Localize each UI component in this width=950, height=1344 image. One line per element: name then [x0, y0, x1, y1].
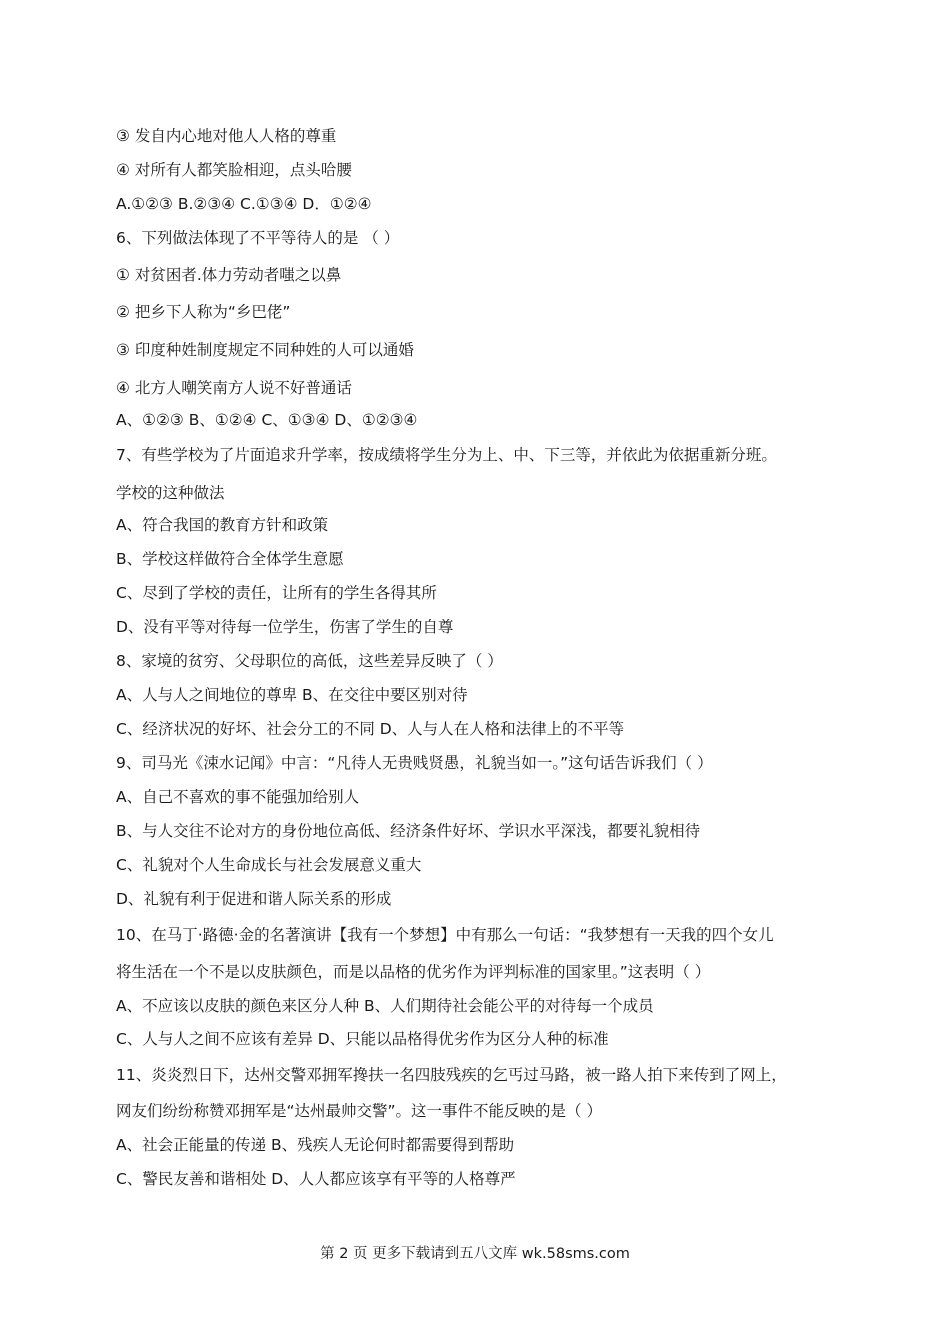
text-line: C、警民友善和谐相处 D、人人都应该享有平等的人格尊严	[116, 1170, 516, 1188]
question-9: 9、司马光《涑水记闻》中言：“凡待人无贵贱贤愚，礼貌当如一。”这句话告诉我们（ ）	[116, 754, 713, 772]
text-line: C、礼貌对个人生命成长与社会发展意义重大	[116, 856, 422, 874]
text-line: ③ 印度种姓制度规定不同种姓的人可以通婚	[116, 341, 414, 359]
question-8: 8、家境的贫穷、父母职位的高低，这些差异反映了（ ）	[116, 652, 503, 670]
text-line: A、自己不喜欢的事不能强加给别人	[116, 788, 360, 806]
text-line: 网友们纷纷称赞邓拥军是“达州最帅交警”。这一事件不能反映的是（ ）	[116, 1102, 602, 1120]
question-10: 10、在马丁·路德·金的名著演讲【我有一个梦想】中有那么一句话：“我梦想有一天我的四个女儿	[116, 926, 774, 944]
text-line: C、尽到了学校的责任，让所有的学生各得其所	[116, 584, 437, 602]
text-line: ④ 北方人嘲笑南方人说不好普通话	[116, 379, 352, 397]
text-line: ① 对贫困者.体力劳动者嗤之以鼻	[116, 266, 342, 284]
text-line: C、经济状况的好坏、社会分工的不同 D、人与人在人格和法律上的不平等	[116, 720, 625, 738]
question-7: 7、有些学校为了片面追求升学率，按成绩将学生分为上、中、下三等，并依此为依据重新分班。	[116, 446, 777, 464]
page-footer: 第 2 页 更多下载请到五八文库 wk.58sms.com	[320, 1246, 630, 1262]
text-line: ④ 对所有人都笑脸相迎，点头哈腰	[116, 161, 352, 179]
text-line: A、人与人之间地位的尊卑 B、在交往中要区别对待	[116, 686, 468, 704]
text-line: B、与人交往不论对方的身份地位高低、经济条件好坏、学识水平深浅，都要礼貌相待	[116, 822, 701, 840]
text-line: A、社会正能量的传递 B、残疾人无论何时都需要得到帮助	[116, 1136, 515, 1154]
text-line: A.①②③ B.②③④ C.①③④ D．①②④	[116, 195, 372, 213]
text-line: 将生活在一个不是以皮肤颜色，而是以品格的优劣作为评判标准的国家里。”这表明（ ）	[116, 963, 711, 981]
text-line: B、学校这样做符合全体学生意愿	[116, 550, 344, 568]
text-line: D、没有平等对待每一位学生，伤害了学生的自尊	[116, 618, 454, 636]
text-line: C、人与人之间不应该有差异 D、只能以品格得优劣作为区分人种的标准	[116, 1030, 609, 1048]
question-6: 6、下列做法体现了不平等待人的是 （ ）	[116, 229, 400, 247]
text-line: ② 把乡下人称为“乡巴佬”	[116, 303, 291, 321]
text-line: A、不应该以皮肤的颜色来区分人种 B、人们期待社会能公平的对待每一个成员	[116, 997, 654, 1015]
text-line: 学校的这种做法	[116, 484, 225, 502]
text-line: A、①②③ B、①②④ C、①③④ D、①②③④	[116, 411, 418, 429]
text-line: ③ 发自内心地对他人人格的尊重	[116, 127, 337, 145]
text-line: D、礼貌有利于促进和谐人际关系的形成	[116, 890, 392, 908]
question-11: 11、炎炎烈日下，达州交警邓拥军搀扶一名四肢残疾的乞丐过马路，被一路人拍下来传到了网上，	[116, 1066, 787, 1084]
text-line: A、符合我国的教育方针和政策	[116, 516, 329, 534]
